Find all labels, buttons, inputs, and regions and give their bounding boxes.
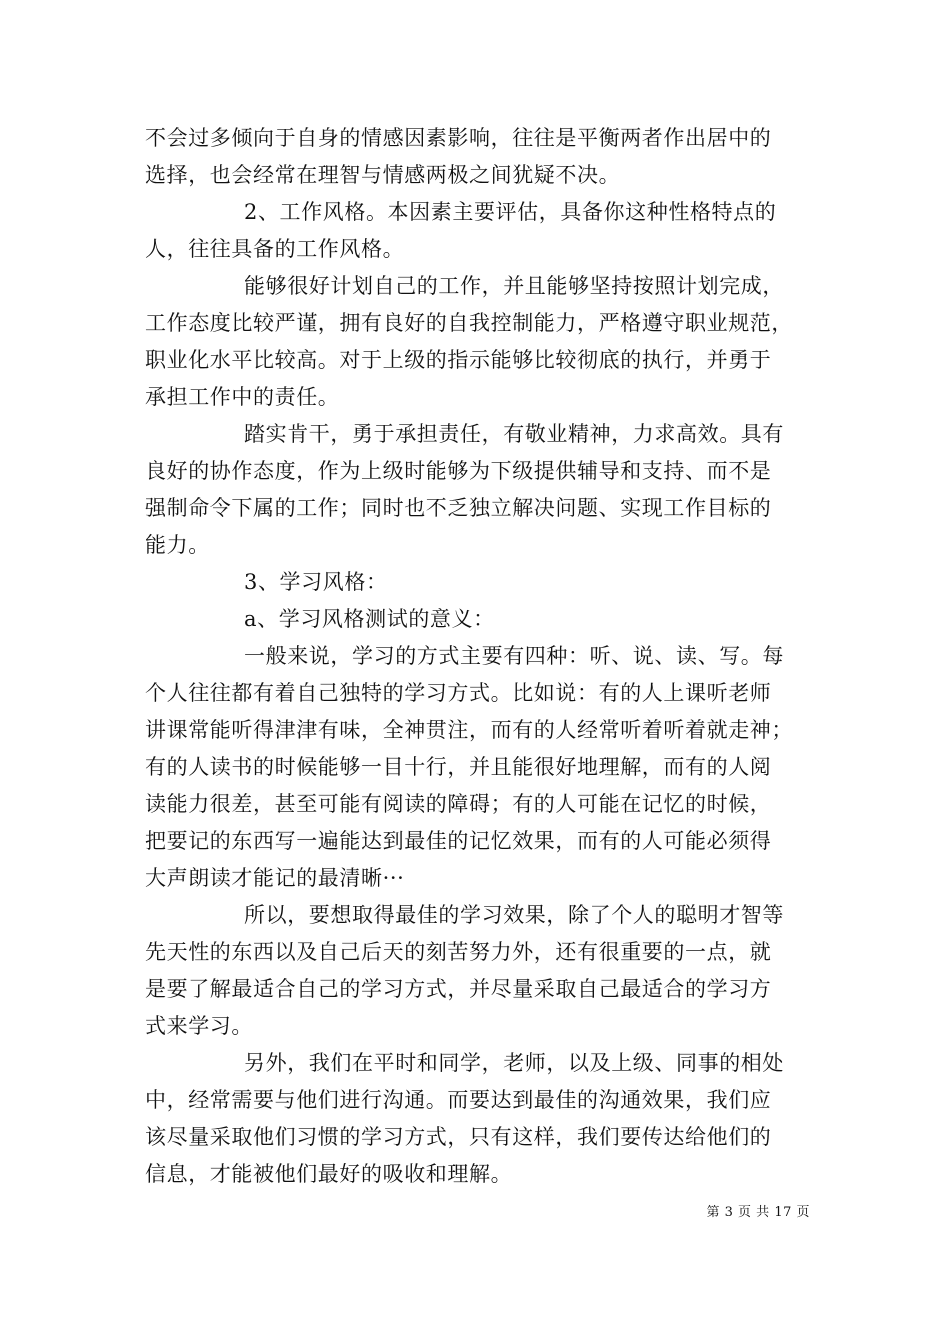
text-line: 读能力很差，甚至可能有阅读的障碍；有的人可能在记忆的时候， (145, 792, 772, 816)
text-line: 有的人读书的时候能够一目十行，并且能很好地理解，而有的人阅 (145, 755, 772, 779)
text-line: 式来学习。 (145, 1014, 253, 1038)
text-line: 先天性的东西以及自己后天的刻苦努力外，还有很重要的一点，就 (145, 940, 772, 964)
text-line: 强制命令下属的工作；同时也不乏独立解决问题、实现工作目标的 (145, 496, 772, 520)
section-heading: 3、学习风格： (244, 570, 388, 594)
text-line: 所以，要想取得最佳的学习效果，除了个人的聪明才智等 (244, 903, 784, 927)
text-line: 大声朗读才能记的最清晰··· (145, 866, 405, 890)
text-line: 把要记的东西写一遍能达到最佳的记忆效果，而有的人可能必须得 (145, 829, 772, 853)
text-line: 一般来说，学习的方式主要有四种：听、说、读、写。每 (244, 644, 784, 668)
text-line: 人，往往具备的工作风格。 (145, 237, 405, 261)
text-line: 能够很好计划自己的工作，并且能够坚持按照计划完成， (244, 274, 784, 298)
text-line: 该尽量采取他们习惯的学习方式，只有这样，我们要传达给他们的 (145, 1125, 772, 1149)
page-number: 第 3 页 共 17 页 (706, 1205, 810, 1220)
text-line: 不会过多倾向于自身的情感因素影响，往往是平衡两者作出居中的 (145, 126, 772, 150)
text-line: 能力。 (145, 533, 210, 557)
text-line: 是要了解最适合自己的学习方式，并尽量采取自己最适合的学习方 (145, 977, 772, 1001)
text-line: 讲课常能听得津津有味，全神贯注，而有的人经常听着听着就走神； (145, 718, 793, 742)
text-line: 工作态度比较严谨，拥有良好的自我控制能力，严格遵守职业规范， (145, 311, 793, 335)
text-line: 信息，才能被他们最好的吸收和理解。 (145, 1162, 513, 1186)
text-line: 另外，我们在平时和同学，老师，以及上级、同事的相处 (244, 1051, 784, 1075)
text-line: 职业化水平比较高。对于上级的指示能够比较彻底的执行，并勇于 (145, 348, 772, 372)
text-line: 承担工作中的责任。 (145, 385, 340, 409)
text-line: 中，经常需要与他们进行沟通。而要达到最佳的沟通效果，我们应 (145, 1088, 772, 1112)
text-line: 个人往往都有着自己独特的学习方式。比如说：有的人上课听老师 (145, 681, 772, 705)
text-line: 良好的协作态度，作为上级时能够为下级提供辅导和支持、而不是 (145, 459, 772, 483)
text-line: 踏实肯干，勇于承担责任，有敬业精神，力求高效。具有 (244, 422, 784, 446)
subsection-heading: a、学习风格测试的意义： (244, 607, 495, 631)
section-heading: 2、工作风格。本因素主要评估，具备你这种性格特点的 (244, 200, 777, 224)
text-line: 选择，也会经常在理智与情感两极之间犹疑不决。 (145, 163, 621, 187)
